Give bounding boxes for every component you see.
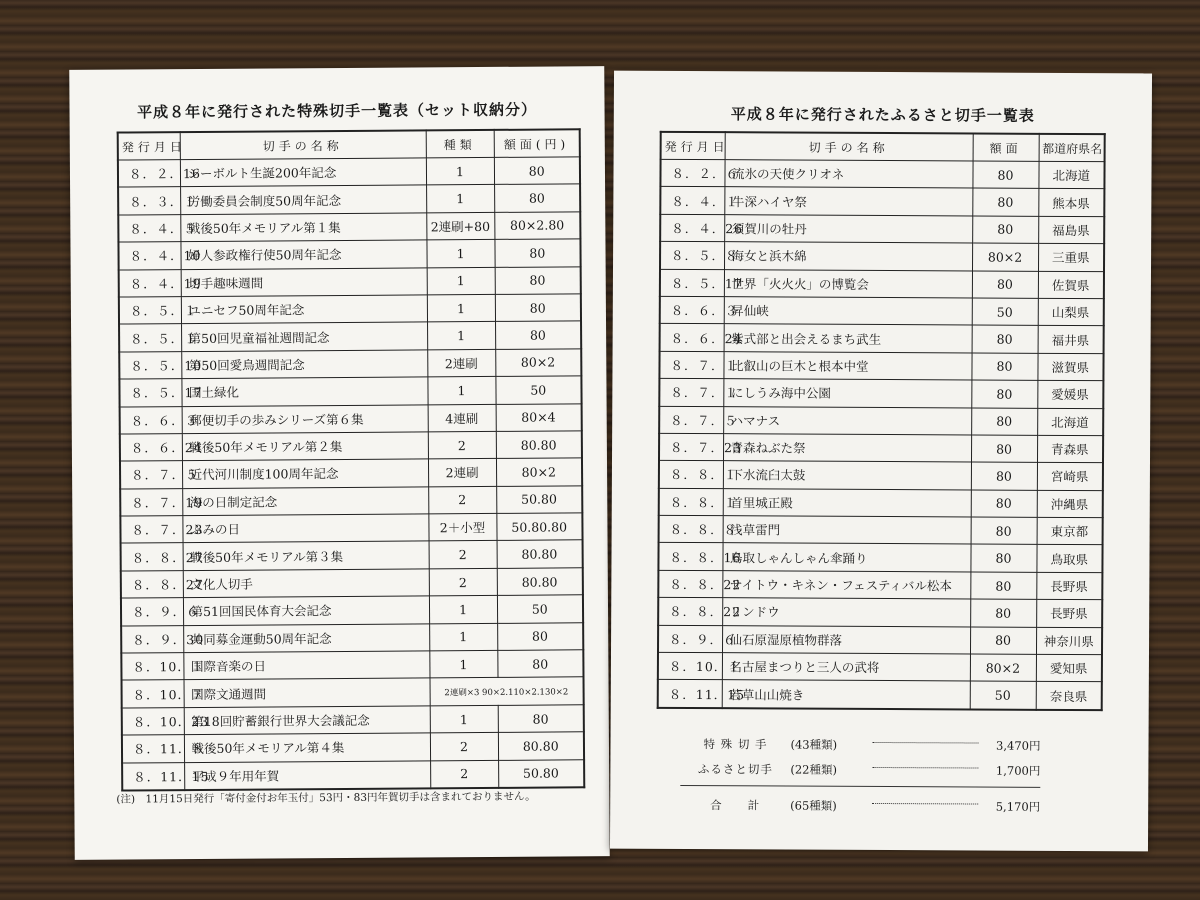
summary-row: [680, 792, 1040, 819]
face-value: 80.80: [498, 732, 584, 760]
stamp-name: 近代河川制度100周年記念: [182, 459, 428, 488]
table-row: [122, 759, 584, 790]
summary-label: 特 殊 切 手: [703, 736, 768, 751]
table-row: [119, 266, 581, 297]
stamp-name: ユニセフ50周年記念: [181, 295, 427, 324]
type: 1: [426, 157, 494, 185]
face-value: 80: [495, 266, 581, 294]
right-page: [610, 71, 1152, 852]
stamp-name: 第51回国民体育大会記念: [183, 596, 429, 625]
stamp-name: 首里城正殿: [723, 488, 971, 517]
table-row: [658, 543, 1102, 573]
table-row: [122, 705, 584, 736]
footnote: (注) 11月15日発行「寄付金付お年玉付」53円・83円年賀切手は含まれておりません。: [116, 790, 536, 806]
type: 2＋小型: [428, 513, 496, 541]
prefecture: 鳥取県: [1036, 545, 1102, 573]
prefecture: 東京都: [1037, 517, 1103, 545]
special-stamps-table: [117, 128, 586, 791]
face-value: 80: [494, 239, 580, 267]
issue-date: ８．11．15: [658, 680, 722, 708]
issue-date: ８．５．８: [660, 242, 724, 270]
face-value: 80: [970, 572, 1036, 600]
prefecture: 愛知県: [1036, 654, 1102, 682]
stamp-name: 共同募金運動50周年記念: [183, 624, 429, 653]
issue-date: ８．７．23: [120, 516, 182, 544]
face-value: 80: [972, 271, 1038, 299]
face-value: 80×2: [495, 349, 581, 377]
table-row: [660, 324, 1104, 354]
face-value: 80: [497, 622, 583, 650]
face-value: 80: [971, 490, 1037, 518]
face-value: 80.80: [497, 568, 583, 596]
prefecture: 宮崎県: [1037, 463, 1103, 491]
issue-date: ８．２．６: [660, 159, 724, 187]
issue-date: ８．５．17: [119, 379, 181, 407]
face-value: 80: [972, 188, 1038, 216]
table-row: [659, 351, 1103, 381]
table-row: [659, 461, 1103, 491]
table-row: [120, 485, 582, 516]
stamp-name: 流氷の天使クリオネ: [724, 160, 972, 189]
stamp-name: 海女と浜木綿: [724, 242, 972, 271]
summary-count: (43種類): [790, 737, 838, 752]
face-value: 80: [971, 407, 1037, 435]
summary-block: [680, 731, 1040, 819]
issue-date: ８．７．１: [659, 351, 723, 379]
stamp-name: 牛深ハイヤ祭: [724, 187, 972, 216]
table-row: [121, 622, 583, 653]
table-header-row: [118, 129, 580, 160]
stamp-name: 郵便切手の歩みシリーズ第６集: [182, 404, 428, 433]
table-row: [660, 242, 1104, 272]
table-row: [658, 598, 1102, 628]
table-row: [118, 212, 580, 243]
face-value: 80: [971, 353, 1037, 381]
table-row: [660, 269, 1104, 299]
issue-date: ８．５．１: [119, 297, 181, 325]
header-issue-date: 発行月日: [661, 132, 725, 160]
table-row: [658, 652, 1102, 682]
table-row: [121, 595, 583, 626]
issue-date: ８．４．１: [660, 187, 724, 215]
face-value: 80×2.80: [494, 212, 580, 240]
face-value: 80: [972, 325, 1038, 353]
table-row: [120, 513, 582, 544]
summary-label: ふるさと切手: [697, 761, 773, 776]
type: 2連刷: [428, 459, 496, 487]
type: 1: [429, 623, 497, 651]
issue-date: ８．７．５: [120, 461, 182, 489]
prefecture: 長野県: [1036, 572, 1102, 600]
prefecture: 北海道: [1037, 408, 1103, 436]
summary-label: 合 計: [710, 797, 761, 812]
stamp-name: 労働委員会制度50周年記念: [180, 185, 426, 214]
type: 1: [427, 322, 495, 350]
face-value: 50.80: [498, 759, 584, 787]
type: 4連刷: [428, 404, 496, 432]
type: 2連刷: [427, 349, 495, 377]
table-row: [120, 403, 582, 434]
table-row: [659, 433, 1103, 463]
face-value: 80: [494, 157, 580, 185]
furusato-stamps-table: [657, 131, 1106, 711]
face-value: 80: [972, 161, 1038, 189]
summary-leader: [872, 803, 978, 805]
issue-date: ８．５．10: [119, 351, 181, 379]
issue-date: ８．８．22: [658, 598, 722, 626]
issue-date: ８．６．24: [660, 324, 724, 352]
summary-row: [680, 756, 1040, 783]
face-value: 50.80.80: [496, 513, 582, 541]
type: 1: [429, 596, 497, 624]
stamp-name: 浅草雷門: [723, 516, 971, 545]
table-row: [121, 540, 583, 571]
face-value: 80.80: [496, 431, 582, 459]
prefecture: 熊本県: [1038, 189, 1104, 217]
issue-date: ８．９．６: [658, 625, 722, 653]
prefecture: 三重県: [1038, 243, 1104, 271]
summary-leader: [873, 742, 979, 744]
issue-date: ８．10．１: [658, 652, 722, 680]
summary-count: (22種類): [790, 762, 838, 777]
face-value: 80: [495, 294, 581, 322]
type: 1: [430, 705, 498, 733]
issue-date: ８．２．16: [118, 160, 180, 188]
issue-date: ８．７．５: [659, 406, 723, 434]
table-row: [120, 431, 582, 462]
summary-value: 3,470円: [996, 738, 1041, 753]
stamp-name: 世界「火火火」の博覧会: [724, 269, 972, 298]
issue-date: ８．７．１: [659, 378, 723, 406]
type: 2連刷+80: [426, 212, 494, 240]
prefecture: 滋賀県: [1037, 353, 1103, 381]
stamp-name: 青森ねぶた祭: [723, 434, 971, 463]
summary-leader: [872, 767, 978, 769]
table-row: [121, 650, 583, 681]
prefecture: 長野県: [1036, 600, 1102, 628]
header-type: 種類: [426, 130, 494, 158]
face-value: 80×4: [496, 403, 582, 431]
issue-date: ８．８．27: [121, 543, 183, 571]
issue-date: ８．４．19: [119, 269, 181, 297]
issue-date: ８．５．17: [660, 269, 724, 297]
face-value: 50.80: [496, 485, 582, 513]
face-value: 80: [970, 599, 1036, 627]
issue-date: ８．５．１: [119, 324, 181, 352]
header-stamp-name: 切手の名称: [180, 130, 426, 159]
issue-date: ８．９．30: [121, 625, 183, 653]
table-row: [659, 488, 1103, 518]
stamp-name: 国土緑化: [181, 377, 427, 406]
table-row: [659, 515, 1103, 545]
face-value: 80×2: [970, 654, 1036, 682]
left-title: 平成８年に発行された特殊切手一覧表（セット収納分）: [136, 100, 538, 122]
type: 1: [426, 240, 494, 268]
stamp-name: 戦後50年メモリアル第２集: [182, 432, 428, 461]
summary-divider: [680, 785, 1040, 788]
face-value: 80×2: [972, 243, 1038, 271]
table-row: [660, 296, 1104, 326]
summary-value: 1,700円: [995, 763, 1041, 778]
face-value: 80: [971, 435, 1037, 463]
stamp-name: にしうみ海中公園: [723, 379, 971, 408]
summary-row: [680, 731, 1040, 758]
stamp-name: 切手趣味週間: [181, 267, 427, 296]
stamp-name: 昇仙峡: [724, 297, 972, 326]
issue-date: ８．６．24: [120, 434, 182, 462]
prefecture: 愛媛県: [1037, 380, 1103, 408]
face-value: 80: [498, 705, 584, 733]
summary-count: (65種類): [790, 798, 837, 813]
stamp-name: サイトウ・キネン・フェスティバル松本: [722, 571, 970, 600]
table-row: [119, 294, 581, 325]
issue-date: ８．７．19: [120, 488, 182, 516]
prefecture: 山梨県: [1038, 298, 1104, 326]
face-value: 50: [495, 376, 581, 404]
table-row: [660, 159, 1104, 189]
face-value: 80: [495, 321, 581, 349]
header-prefecture: 都道府県名: [1039, 134, 1105, 162]
face-value: 50: [970, 681, 1036, 709]
type: 2: [428, 431, 496, 459]
type: 1: [429, 650, 497, 678]
stamp-name: ハマナス: [723, 406, 971, 435]
stamp-name: 第50回愛鳥週間記念: [181, 350, 427, 379]
stamp-name: リンドウ: [722, 598, 970, 627]
table-row: [119, 349, 581, 380]
prefecture: 佐賀県: [1038, 271, 1104, 299]
table-row: [660, 187, 1104, 217]
type: 2: [430, 733, 498, 761]
header-issue-date: 発行月日: [118, 132, 180, 160]
table-header-row: [661, 132, 1105, 162]
header-face-value: 額面: [973, 133, 1039, 161]
right-title: 平成８年に発行されたふるさと切手一覧表: [730, 105, 1035, 125]
stamp-name: 第50回児童福祉週間記念: [181, 322, 427, 351]
stamp-name: 国際音楽の日: [183, 651, 429, 680]
issue-date: ８．４．５: [118, 214, 180, 242]
table-row: [658, 625, 1102, 655]
face-value: 80.80: [497, 540, 583, 568]
stamp-name: 比叡山の巨木と根本中堂: [723, 351, 971, 380]
issue-date: ８．10．７: [122, 680, 184, 708]
table-row: [118, 157, 580, 188]
issue-date: ８．８．27: [121, 570, 183, 598]
issue-date: ８．８．16: [658, 543, 722, 571]
stamp-name: 仙石原湿原植物群落: [722, 625, 970, 654]
issue-date: ８．８．８: [659, 515, 723, 543]
prefecture: 北海道: [1038, 161, 1104, 189]
stamp-name: 戦後50年メモリアル第１集: [180, 213, 426, 242]
issue-date: ８．10．１: [121, 653, 183, 681]
type: 1: [427, 267, 495, 295]
table-row: [118, 184, 580, 215]
left-page: [69, 66, 610, 860]
type: 1: [427, 377, 495, 405]
stamp-name: 国際文通週間: [184, 678, 430, 707]
stamp-name: 文化人切手: [183, 569, 429, 598]
table-row: [120, 458, 582, 489]
stamp-name: 第18回貯蓄銀行世界大会議記念: [184, 706, 430, 735]
issue-date: ８．８．22: [658, 570, 722, 598]
issue-date: ８．９．６: [121, 598, 183, 626]
face-value: 50: [972, 298, 1038, 326]
stamp-name: 海の日制定記念: [182, 487, 428, 516]
face-value: 80: [971, 380, 1037, 408]
type: 2: [429, 568, 497, 596]
stamp-name: シーボルト生誕200年記念: [180, 158, 426, 187]
table-row: [659, 406, 1103, 436]
issue-date: ８．８．１: [659, 488, 723, 516]
issue-date: ８．10．23: [122, 707, 184, 735]
issue-date: ８．４．10: [118, 242, 180, 270]
type: 2: [428, 486, 496, 514]
issue-date: ８．７．23: [659, 433, 723, 461]
face-value: 80: [970, 627, 1036, 655]
issue-date: ８．４．26: [660, 214, 724, 242]
table-row: [658, 680, 1102, 710]
prefecture: 沖縄県: [1037, 490, 1103, 518]
table-row: [122, 677, 584, 708]
type: 1: [426, 185, 494, 213]
stamp-name: 下水流臼太鼓: [723, 461, 971, 490]
prefecture: 神奈川県: [1036, 627, 1102, 655]
type: 1: [427, 294, 495, 322]
stamp-name: 名古屋まつりと三人の武将: [722, 653, 970, 682]
prefecture: 青森県: [1037, 435, 1103, 463]
table-row: [119, 321, 581, 352]
table-row: [660, 214, 1104, 244]
stamp-name: 若草山山焼き: [722, 680, 970, 709]
issue-date: ８．６．３: [120, 406, 182, 434]
type-and-value: 2連刷×3 90×2.110×2.130×2: [430, 677, 584, 705]
type: 2: [430, 760, 498, 788]
issue-date: ８．６．３: [660, 296, 724, 324]
stamp-name: 戦後50年メモリアル第４集: [184, 733, 430, 762]
issue-date: ８．11．15: [122, 762, 184, 790]
face-value: 80×2: [496, 458, 582, 486]
table-row: [121, 568, 583, 599]
header-stamp-name: 切手の名称: [725, 132, 973, 161]
table-row: [118, 239, 580, 270]
table-row: [119, 376, 581, 407]
face-value: 80: [497, 650, 583, 678]
stamp-name: 婦人参政権行使50周年記念: [180, 240, 426, 269]
stamp-name: 須賀川の牡丹: [724, 214, 972, 243]
issue-date: ８．８．１: [659, 461, 723, 489]
prefecture: 奈良県: [1036, 682, 1102, 710]
face-value: 80: [970, 544, 1036, 572]
stamp-name: ふみの日: [182, 514, 428, 543]
type: 2: [429, 541, 497, 569]
stamp-name: 鳥取しゃんしゃん傘踊り: [722, 543, 970, 572]
face-value: 80: [494, 184, 580, 212]
issue-date: ８．３．１: [118, 187, 180, 215]
face-value: 50: [497, 595, 583, 623]
face-value: 80: [971, 462, 1037, 490]
prefecture: 福井県: [1038, 326, 1104, 354]
header-face-value: 額面(円): [494, 129, 580, 157]
table-row: [122, 732, 584, 763]
face-value: 80: [972, 216, 1038, 244]
stamp-name: 紫式部と出会えるまち武生: [724, 324, 972, 353]
stamp-name: 平成９年用年賀: [184, 760, 430, 790]
table-row: [658, 570, 1102, 600]
table-row: [659, 378, 1103, 408]
face-value: 80: [971, 517, 1037, 545]
issue-date: ８．11．８: [122, 735, 184, 763]
prefecture: 福島県: [1038, 216, 1104, 244]
summary-value: 5,170円: [995, 799, 1041, 814]
stamp-name: 戦後50年メモリアル第３集: [183, 541, 429, 570]
